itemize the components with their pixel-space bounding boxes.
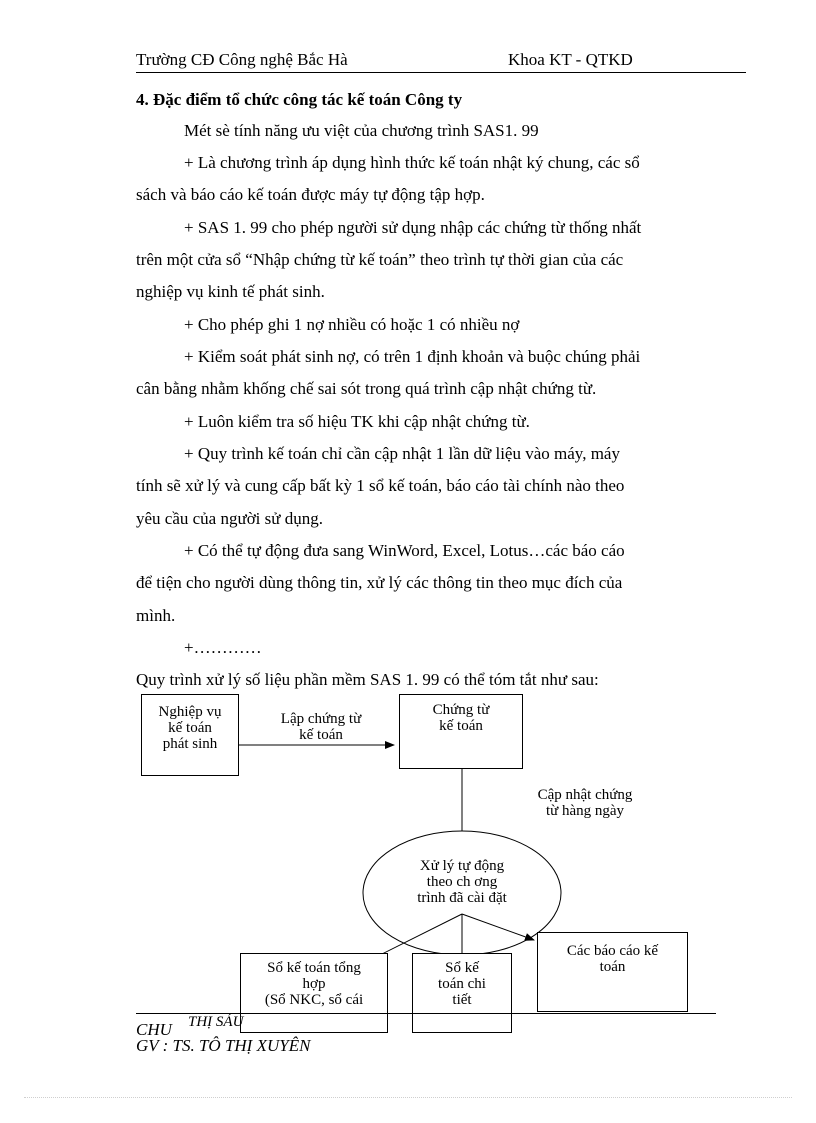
body-line: trên một cửa sổ “Nhập chứng từ kế toán” theo trình tự thời gian của các [136, 250, 624, 269]
header-school: Trường CĐ Công nghệ Bắc Hà [136, 50, 348, 69]
body-line: Mét sè tính năng ưu việt của chương trình SAS1. 99 [184, 121, 539, 140]
body-line: cân bằng nhằm khống chế sai sót trong quá trình cập nhật chứng từ. [136, 379, 597, 398]
body-line: + Có thể tự động đưa sang WinWord, Excel, Lotus…các báo cáo [184, 541, 625, 560]
ellipse-line: trình đã cài đặt [417, 890, 507, 906]
footer-author-prefix: CHU [136, 1020, 172, 1039]
arrow1-label-line: kế toán [299, 727, 343, 743]
box-general-ledger [240, 953, 388, 1033]
body-line: + Quy trình kế toán chỉ cần cập nhật 1 lần dữ liệu vào máy, máy [184, 444, 620, 463]
body-line: nghiệp vụ kinh tế phát sinh. [136, 282, 325, 301]
body-line: + Kiểm soát phát sinh nợ, có trên 1 định khoản và buộc chúng phải [184, 347, 641, 366]
box3-line: Sổ kế toán tổng [267, 960, 361, 976]
body-line: tính sẽ xử lý và cung cấp bất kỳ 1 sổ kế toán, báo cáo tài chính nào theo [136, 476, 625, 495]
body-line: sách và báo cáo kế toán được máy tự động tập hợp. [136, 185, 485, 204]
ellipse-line: theo ch ơng [426, 874, 498, 890]
body-line: Quy trình xử lý số liệu phần mềm SAS 1. 99 có thể tóm tắt như sau: [136, 670, 599, 689]
ellipse-label [380, 858, 544, 906]
box3-line: hợp [302, 976, 326, 992]
box-detail-ledger [412, 953, 512, 1033]
ellipse-line: Xử lý tự động [419, 858, 505, 874]
footer-author-name: THỊ SÁU [188, 1014, 244, 1030]
body-line: mình. [136, 606, 176, 625]
body-line: +………… [184, 638, 262, 657]
body-line: yêu cầu của người sử dụng. [136, 509, 323, 528]
box3-line: (Sổ NKC, sổ cái [264, 992, 364, 1008]
box1-line: kế toán [168, 720, 212, 736]
section-title: 4. Đặc điểm tổ chức công tác kế toán Công ty [136, 90, 463, 109]
body-line: để tiện cho người dùng thông tin, xử lý các thông tin theo mục đích của [136, 573, 623, 592]
arrow2-label-line: từ hàng ngày [545, 803, 625, 819]
box4-line: Sổ kế [445, 960, 479, 976]
box-business-transactions [141, 694, 239, 776]
label-daily-update [510, 787, 660, 819]
box4-line: tiết [452, 992, 472, 1008]
box-accounting-vouchers [399, 694, 523, 769]
label-record-vouchers [258, 711, 384, 743]
box2-line: kế toán [439, 718, 483, 734]
header-department: Khoa KT - QTKD [508, 50, 633, 69]
arrow1-label-line: Lập chứng từ [280, 711, 362, 727]
body-line: + Cho phép ghi 1 nợ nhiều có hoặc 1 có nhiều nợ [184, 315, 520, 334]
body-line: + Là chương trình áp dụng hình thức kế toán nhật ký chung, các sổ [184, 153, 640, 172]
box5-line: Các báo cáo kế [566, 943, 659, 959]
arrow2-label-line: Cập nhật chứng [537, 787, 633, 803]
box4-line: toán chi [438, 976, 486, 992]
box5-line: toán [599, 959, 626, 975]
body-line: + Luôn kiểm tra số hiệu TK khi cập nhật chứng từ. [184, 412, 530, 431]
body-line: + SAS 1. 99 cho phép người sử dụng nhập các chứng từ thống nhất [184, 218, 642, 237]
box1-line: Nghiệp vụ [158, 704, 222, 720]
page-bottom-dotted-line [24, 1097, 792, 1098]
footer-supervisor: GV : TS. TÔ THỊ XUYÊN [136, 1036, 311, 1055]
box2-line: Chứng từ [432, 702, 490, 718]
box1-line: phát sinh [162, 736, 218, 752]
box-accounting-reports [537, 932, 688, 1012]
